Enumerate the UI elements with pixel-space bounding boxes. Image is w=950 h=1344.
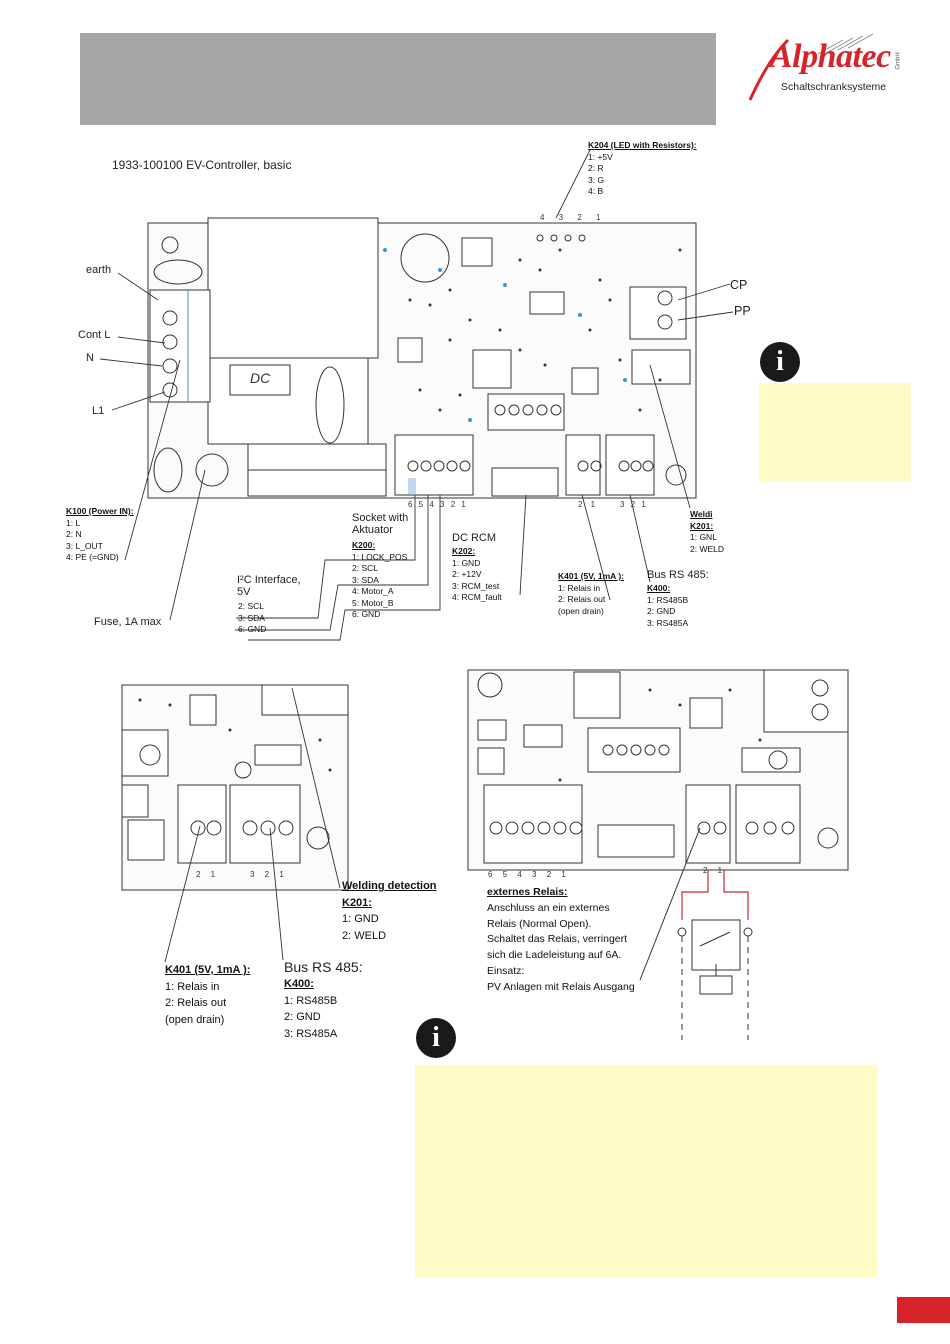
label-pp: PP xyxy=(734,304,751,318)
k200-pins: 1: LOCK_POS 2: SCL 3: SDA 4: Motor_A 5: Motor_B 6: GND xyxy=(352,551,408,619)
pins-k200: 6 5 4 3 2 1 xyxy=(408,500,468,509)
external-relay-title: externes Relais: xyxy=(487,886,568,898)
k204-block xyxy=(588,140,697,198)
note-box-large xyxy=(415,1065,877,1277)
pcb-detail-right xyxy=(0,660,950,1060)
pins-k401: 2 1 xyxy=(578,500,599,509)
document-subtitle: 1933-100100 EV-Controller, basic xyxy=(112,158,292,172)
k201-title-cut: K201: xyxy=(690,520,714,531)
label-cont-l: Cont L xyxy=(78,329,111,341)
k204-title: K204 (LED with Resistors): xyxy=(588,140,697,150)
k202-block xyxy=(452,546,502,604)
detail-right-pins-k401: 2 1 xyxy=(703,866,727,875)
detail-left-k401-title: K401 (5V, 1mA ): xyxy=(165,964,251,976)
k202-title: K202: xyxy=(452,546,476,556)
detail-left-k400-title: K400: xyxy=(284,978,314,990)
k400-title: K400: xyxy=(647,583,671,593)
info-icon-large: i xyxy=(416,1018,456,1058)
k204-pins: 1: +5V 2: R 3: G 4: B xyxy=(588,151,613,196)
page-tab-marker xyxy=(897,1297,950,1323)
k201-block-cut xyxy=(690,509,724,555)
k400-block xyxy=(647,583,688,629)
label-dc-rcm: DC RCM xyxy=(452,532,496,544)
k401-title: K401 (5V, 1mA ): xyxy=(558,571,624,581)
label-n: N xyxy=(86,352,94,364)
label-bus-rs485: Bus RS 485: xyxy=(647,569,709,581)
k201-pins-cut: 1: GNL 2: WELD xyxy=(690,532,725,554)
note-box-small xyxy=(759,383,911,481)
detail-left-bus-rs485: Bus RS 485: xyxy=(284,959,363,975)
label-l1: L1 xyxy=(92,405,105,417)
k202-pins: 1: GND 2: +12V 3: RCM_test 4: RCM_fault xyxy=(452,557,502,602)
detail-left-k401-pins: 1: Relais in 2: Relais out (open drain) xyxy=(165,980,227,1026)
welding-title: Welding detection xyxy=(342,880,437,892)
external-relay-text: Anschluss an ein externes Relais (Normal Open). Schaltet das Relais, verringert sich die Ladeleistung auf 6A. Einsatz: PV Anlagen mit Relais Ausgang xyxy=(487,901,635,993)
detail-left-k201-pins: 1: GND 2: WELD xyxy=(342,913,387,942)
pins-k204: 4 3 2 1 xyxy=(540,213,607,222)
label-socket: Socket with Aktuator xyxy=(352,512,409,536)
logo-wordmark: Alphatec xyxy=(770,38,891,75)
pins-k400: 3 2 1 xyxy=(620,500,648,509)
external-relay-note xyxy=(487,885,635,996)
label-fuse: Fuse, 1A max xyxy=(94,616,162,628)
detail-right-pins-k200: 6 5 4 3 2 1 xyxy=(488,870,570,879)
k401-block xyxy=(558,571,624,617)
k100-pins: 1: L 2: N 3: L_OUT 4: PE (=GND) xyxy=(66,517,119,562)
i2c-pins: 2: SCL 3: SDA 6: GND xyxy=(238,601,267,634)
weld-title-cut: Weldi xyxy=(690,509,713,519)
detail-left-pins-k401: 2 1 xyxy=(196,870,220,879)
detail-left-pins-k400: 3 2 1 xyxy=(250,870,288,879)
info-icon: i xyxy=(760,342,800,382)
label-i2c: I²C Interface, 5V xyxy=(237,574,301,598)
logo-gmbh: GmbH xyxy=(895,52,902,70)
detail-left-k201-title: K201: xyxy=(342,896,372,909)
k100-title: K100 (Power IN): xyxy=(66,506,134,516)
k401-pins: 1: Relais in 2: Relais out (open drain) xyxy=(558,582,606,616)
detail-left-k400-pins: 1: RS485B 2: GND 3: RS485A xyxy=(284,994,338,1040)
k200-block xyxy=(352,540,407,621)
k100-block xyxy=(66,506,134,564)
label-dc-chip: DC xyxy=(250,370,271,386)
k400-pins: 1: RS485B 2: GND 3: RS485A xyxy=(647,594,689,628)
k200-title: K200: xyxy=(352,540,376,550)
label-earth: earth xyxy=(86,264,112,276)
label-cp: CP xyxy=(730,278,748,292)
logo-subtitle: Schaltschranksysteme xyxy=(781,81,887,93)
